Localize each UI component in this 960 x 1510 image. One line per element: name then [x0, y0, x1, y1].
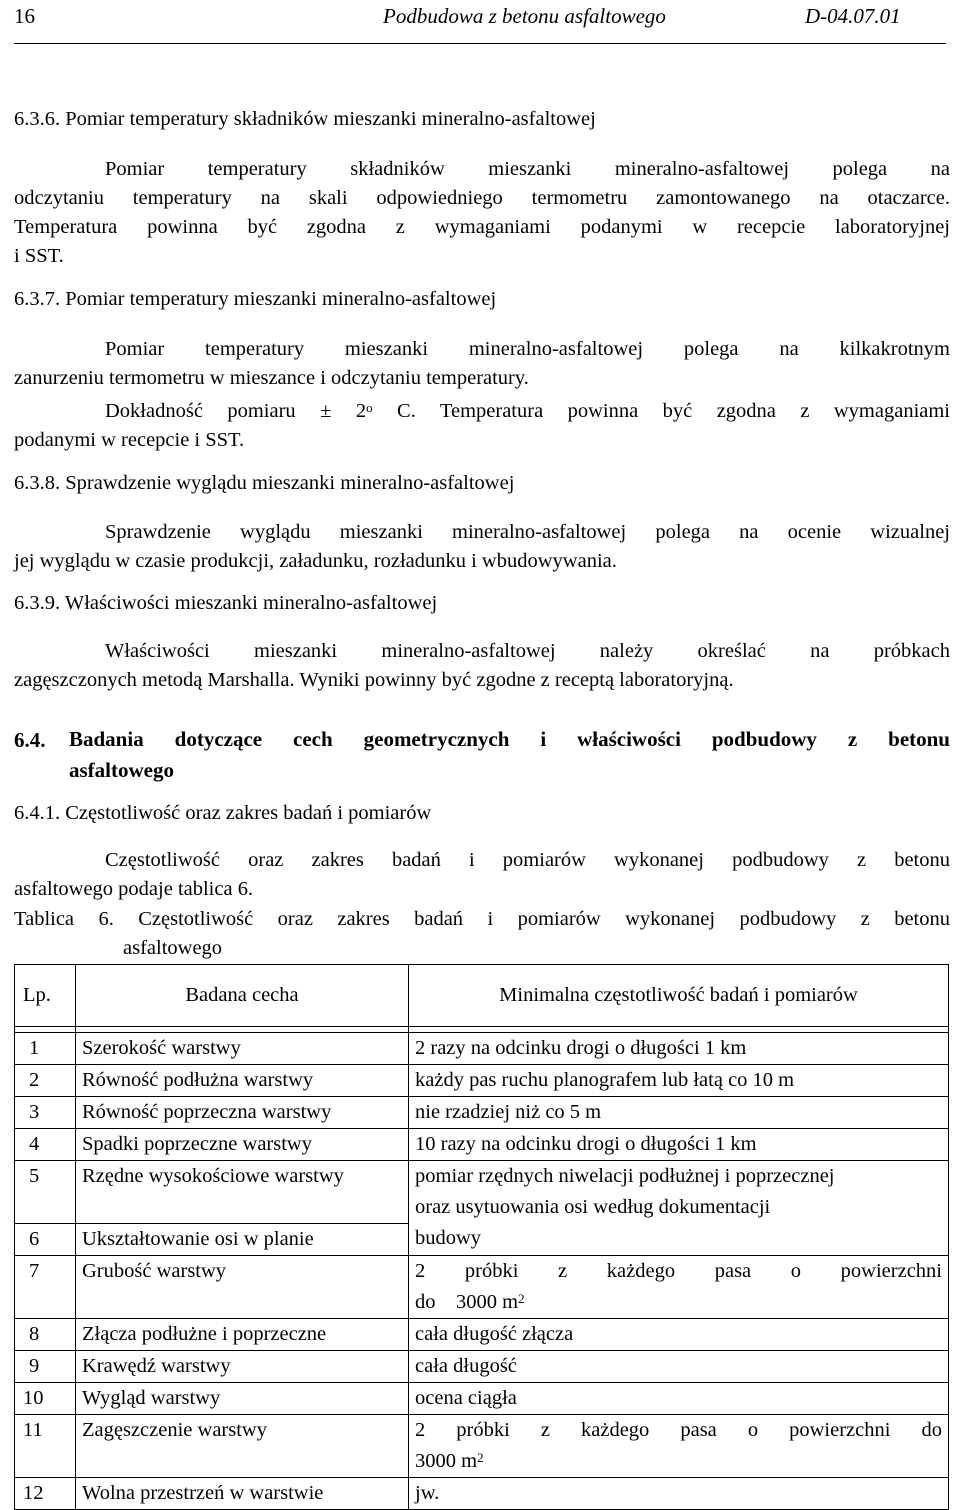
row-freq-line2-text: do 3000 m — [415, 1290, 519, 1313]
row-lp: 10 — [15, 1382, 76, 1414]
s637-line1: Pomiar temperatury mieszanki mineralno-asfaltowej polega na kilkakrotnym — [105, 338, 950, 360]
s636-line2: odczytaniu temperatury na skali odpowiedniego termometru zamontowanego na otaczarce. — [14, 187, 950, 209]
s637-line3-b: C. Temperatura powinna być zgodna z wymaganiami — [372, 400, 950, 422]
row-freq-line2-text: 3000 m — [415, 1449, 478, 1472]
row-freq-line2: oraz usytuowania osi według dokumentacji — [415, 1196, 771, 1218]
row-freq-line2 — [415, 1287, 942, 1318]
row-cecha: Rzędne wysokościowe warstwy — [76, 1161, 409, 1224]
table-row — [15, 1223, 949, 1255]
row-lp: 12 — [15, 1477, 76, 1509]
row-freq: cała długość — [409, 1350, 949, 1382]
row-cecha: Krawędź warstwy — [76, 1350, 409, 1382]
table-row — [15, 1033, 949, 1065]
row-cecha: Złącza podłużne i poprzeczne — [76, 1318, 409, 1350]
s638-line1: Sprawdzenie wyglądu mieszanki mineralno-asfaltowej polega na ocenie wizualnej — [105, 521, 950, 543]
row-freq-line1: 2 próbki z każdego pasa o powierzchni — [415, 1259, 942, 1282]
row-freq-line1: pomiar rzędnych niwelacji podłużnej i poprzecznej — [415, 1165, 835, 1187]
section-heading-637: 6.3.7. Pomiar temperatury mieszanki mineralno-asfaltowej — [14, 288, 497, 310]
row-cecha: Szerokość warstwy — [76, 1033, 409, 1065]
s639-line2: zagęszczonych metodą Marshalla. Wyniki powinny być zgodne z receptą laboratoryjną. — [14, 669, 734, 691]
table-row — [15, 1318, 949, 1350]
s636-line4: i SST. — [14, 245, 64, 267]
row-freq-line2 — [415, 1446, 942, 1477]
row-cecha: Grubość warstwy — [76, 1255, 409, 1318]
table-row — [15, 1382, 949, 1414]
table-row — [15, 1129, 949, 1161]
degree-sup: o — [366, 400, 373, 415]
header-cecha: Badana cecha — [76, 965, 409, 1027]
header-freq: Minimalna częstotliwość badań i pomiarów — [409, 965, 949, 1027]
s637-line3 — [105, 397, 950, 426]
row-lp: 5 — [15, 1161, 76, 1224]
s641-line2: asfaltowego podaje tablica 6. — [14, 878, 254, 900]
table-caption-line1: Tablica 6. Częstotliwość oraz zakres badań i pomiarów wykonanej podbudowy z betonu — [14, 908, 950, 930]
squared-sup: 2 — [477, 1449, 484, 1465]
s639-line1: Właściwości mieszanki mineralno-asfaltowej należy określać na próbkach — [105, 640, 950, 662]
table-caption-line2: asfaltowego — [123, 937, 223, 959]
row-freq — [409, 1255, 949, 1318]
row-lp: 7 — [15, 1255, 76, 1318]
document-title: Podbudowa z betonu asfaltowego — [383, 4, 666, 28]
row-lp: 1 — [15, 1033, 76, 1065]
section-heading-64-line1: Badania dotyczące cech geometrycznych i właściwości podbudowy z betonu — [69, 727, 950, 751]
row-cecha: Wygląd warstwy — [76, 1382, 409, 1414]
s637-line2: zanurzeniu termometru w mieszance i odczytaniu temperatury. — [14, 367, 529, 389]
header-rule — [14, 43, 946, 44]
row-lp: 6 — [15, 1223, 76, 1255]
row-freq: każdy pas ruchu planografem lub łatą co 10 m — [409, 1065, 949, 1097]
row-freq: 2 razy na odcinku drogi o długości 1 km — [409, 1033, 949, 1065]
row-lp: 11 — [15, 1414, 76, 1477]
row-freq: nie rzadziej niż co 5 m — [409, 1097, 949, 1129]
s637-line4: podanymi w recepcie i SST. — [14, 429, 245, 451]
section-heading-64-line2: asfaltowego — [69, 758, 174, 782]
row-freq: budowy — [409, 1223, 949, 1255]
row-freq-line1: 2 próbki z każdego pasa o powierzchni do — [415, 1418, 942, 1441]
row-lp: 9 — [15, 1350, 76, 1382]
table-row — [15, 1161, 949, 1224]
section-heading-636: 6.3.6. Pomiar temperatury składników mieszanki mineralno-asfaltowej — [14, 108, 596, 130]
section-heading-64-number: 6.4. — [14, 728, 46, 752]
header-lp: Lp. — [15, 965, 76, 1027]
squared-sup: 2 — [518, 1290, 525, 1306]
row-cecha: Równość podłużna warstwy — [76, 1065, 409, 1097]
page-number: 16 — [14, 4, 35, 28]
row-lp: 3 — [15, 1097, 76, 1129]
row-freq: jw. — [409, 1477, 949, 1509]
row-lp: 8 — [15, 1318, 76, 1350]
row-cecha: Równość poprzeczna warstwy — [76, 1097, 409, 1129]
s637-line3-a: Dokładność pomiaru ± 2 — [105, 400, 367, 422]
table-header-row — [15, 965, 949, 1027]
row-lp: 2 — [15, 1065, 76, 1097]
s636-line3: Temperatura powinna być zgodna z wymaganiami podanymi w recepcie laboratoryjnej — [14, 216, 950, 238]
table-row — [15, 1477, 949, 1509]
row-cecha: Zagęszczenie warstwy — [76, 1414, 409, 1477]
row-lp: 4 — [15, 1129, 76, 1161]
row-cecha: Ukształtowanie osi w planie — [76, 1223, 409, 1255]
s638-line2: jej wyglądu w czasie produkcji, załadunku, rozładunku i wbudowywania. — [14, 550, 617, 572]
section-heading-639: 6.3.9. Właściwości mieszanki mineralno-asfaltowej — [14, 592, 438, 614]
section-heading-641: 6.4.1. Częstotliwość oraz zakres badań i pomiarów — [14, 802, 432, 824]
table-row — [15, 1255, 949, 1318]
section-heading-638: 6.3.8. Sprawdzenie wyglądu mieszanki mineralno-asfaltowej — [14, 472, 515, 494]
frequency-table — [14, 964, 949, 1510]
table-row — [15, 1350, 949, 1382]
row-freq — [409, 1161, 949, 1224]
table-row — [15, 1065, 949, 1097]
s641-line1: Częstotliwość oraz zakres badań i pomiarów wykonanej podbudowy z betonu — [105, 849, 950, 871]
row-cecha: Spadki poprzeczne warstwy — [76, 1129, 409, 1161]
document-code: D-04.07.01 — [805, 4, 901, 28]
s636-line1: Pomiar temperatury składników mieszanki mineralno-asfaltowej polega na — [105, 158, 950, 180]
row-freq: cała długość złącza — [409, 1318, 949, 1350]
row-freq — [409, 1414, 949, 1477]
table-row — [15, 1414, 949, 1477]
row-freq: ocena ciągła — [409, 1382, 949, 1414]
table-row — [15, 1097, 949, 1129]
row-freq: 10 razy na odcinku drogi o długości 1 km — [409, 1129, 949, 1161]
row-cecha: Wolna przestrzeń w warstwie — [76, 1477, 409, 1509]
